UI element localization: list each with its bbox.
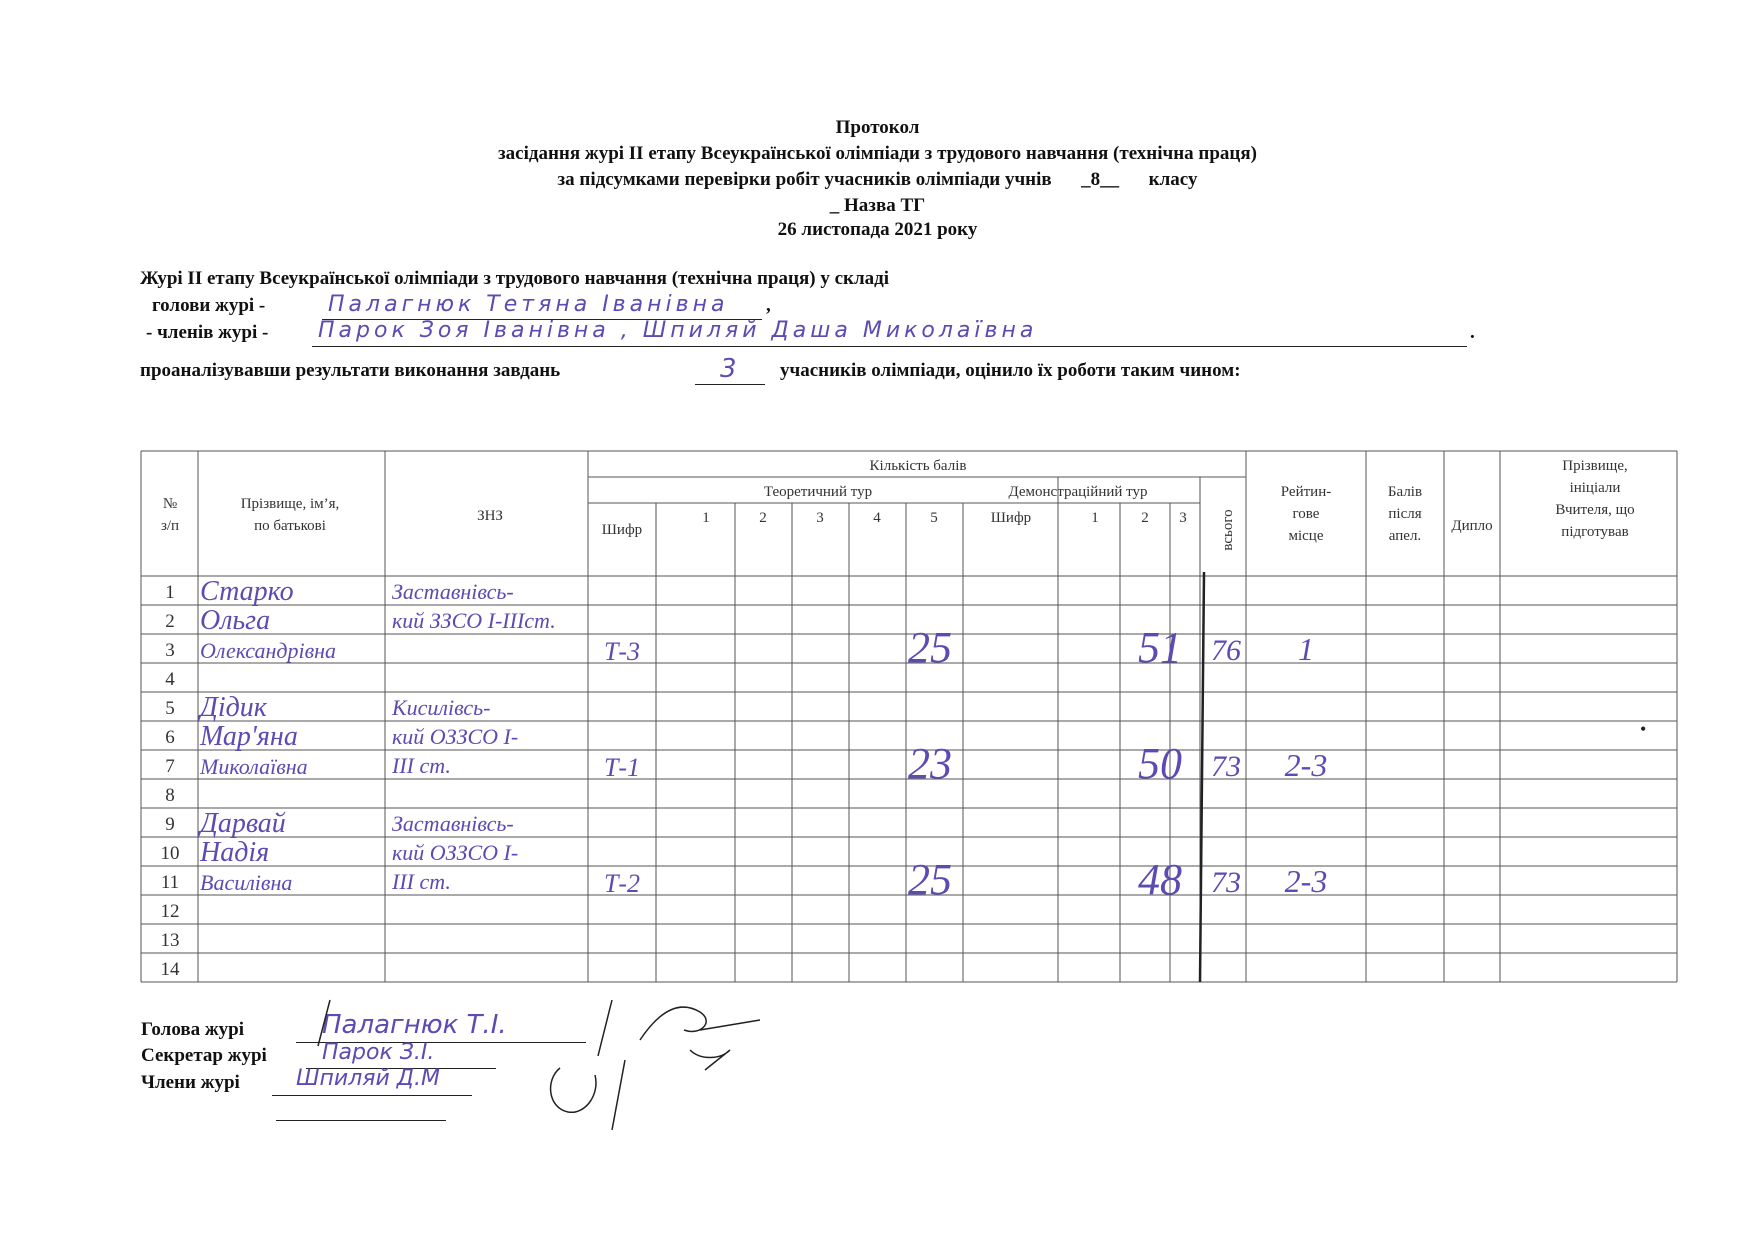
row-number: 2 <box>165 611 175 632</box>
participant-school: ІІІ ст. <box>392 753 451 778</box>
header-teacher-1: Прізвище, <box>1562 458 1628 474</box>
total-score: 73 <box>1211 866 1241 899</box>
row-number: 9 <box>165 814 175 835</box>
participant-cipher: Т-1 <box>603 753 641 782</box>
grade-value: _8__ <box>1081 169 1120 190</box>
header-demo: Демонстраційний тур <box>1008 484 1148 500</box>
jury-members-label: - членів журі - <box>146 322 269 343</box>
header-appeal-1: Балів <box>1387 484 1423 500</box>
row-number: 11 <box>160 872 180 893</box>
theory-score: 25 <box>908 855 952 904</box>
row-number: 8 <box>165 785 175 806</box>
participant-school: кий ОЗЗСО І- <box>392 840 519 865</box>
header-rank-1: Рейтин- <box>1280 484 1332 500</box>
header-theory-4: 4 <box>873 510 881 526</box>
analyzed-prefix: проаналізувавши результати виконання завдань <box>140 360 561 381</box>
signature-stroke-5 <box>551 1068 596 1112</box>
header-diploma: Дипло <box>1451 518 1493 534</box>
theory-score: 25 <box>908 623 952 672</box>
tg-name: _ Назва ТГ <box>829 195 926 216</box>
row-number: 7 <box>165 756 175 777</box>
participant-name: Василівна <box>200 870 293 895</box>
theory-score: 23 <box>908 739 952 788</box>
demo-score: 51 <box>1138 623 1182 672</box>
header-theory-3: 3 <box>816 510 824 526</box>
header-rank-3: місце <box>1288 528 1324 544</box>
header-name-1: Прізвище, ім’я, <box>240 496 340 512</box>
participant-name: Дідик <box>200 692 267 723</box>
participant-cipher: Т-2 <box>603 869 641 898</box>
header-rank-2: гове <box>1292 506 1320 522</box>
row-number: 5 <box>165 698 175 719</box>
dot-mark: • <box>1640 719 1647 739</box>
jury-head-end: , <box>766 295 771 316</box>
protocol-subtitle: засідання журі ІІ етапу Всеукраїнської олімпіади з трудового навчання (технічна праця) <box>498 143 1257 164</box>
participant-name: Олександрівна <box>200 638 337 663</box>
header-num-2: з/п <box>160 518 180 534</box>
sign-members-name: Шпиляй Д.М <box>296 1066 440 1091</box>
row-number: 13 <box>160 930 180 951</box>
signature-stroke-1 <box>318 1000 330 1046</box>
participant-school: кий ОЗЗСО І- <box>392 724 519 749</box>
header-teacher-2: ініціали <box>1569 480 1621 496</box>
participant-school: Кисилівсь- <box>392 695 491 720</box>
total-score: 73 <box>1211 750 1241 783</box>
signature-stroke-3 <box>640 1007 760 1040</box>
row-number: 3 <box>165 640 175 661</box>
demo-score: 48 <box>1138 855 1182 904</box>
header-theory-2: 2 <box>759 510 767 526</box>
sign-head-name: Палагнюк Т.І. <box>322 1010 507 1040</box>
row-number: 6 <box>165 727 175 748</box>
participant-name: Старко <box>200 576 294 607</box>
header-demo-2: 2 <box>1141 510 1149 526</box>
header-total: всього <box>1220 509 1236 551</box>
participant-name: Надія <box>200 837 270 868</box>
participant-name: Дарвай <box>200 808 286 839</box>
jury-head-name: Палагнюк Тетяна Іванівна <box>328 292 729 317</box>
row-number: 12 <box>160 901 180 922</box>
participant-school: Заставнівсь- <box>392 579 514 604</box>
participant-cipher: Т-3 <box>603 637 641 666</box>
participant-name: Миколаївна <box>200 754 308 779</box>
rank-place: 2-3 <box>1284 747 1328 783</box>
row-number: 14 <box>160 959 180 980</box>
header-demo-1: 1 <box>1091 510 1099 526</box>
header-theory-1: 1 <box>702 510 710 526</box>
participant-name: Ольга <box>200 605 271 636</box>
signature-stroke-4 <box>690 1050 730 1070</box>
rank-place: 1 <box>1298 631 1314 667</box>
header-points: Кількість балів <box>869 458 967 474</box>
header-teacher-3: Вчителя, що <box>1555 502 1635 518</box>
participant-school: кий ЗЗСО І-ІІІст. <box>392 608 556 633</box>
header-appeal-3: апел. <box>1388 528 1422 544</box>
participant-name: Мар'яна <box>200 721 298 752</box>
protocol-date: 26 листопада 2021 року <box>777 219 978 240</box>
protocol-title: Протокол <box>835 117 920 138</box>
participant-school: ІІІ ст. <box>392 869 451 894</box>
jury-members-end: . <box>1470 322 1475 343</box>
row-number: 1 <box>165 582 175 603</box>
jury-members-names: Парок Зоя Іванівна , Шпиляй Даша Миколаївна <box>318 318 1038 343</box>
signature-stroke-6 <box>612 1060 625 1130</box>
jury-head-label: голови журі - <box>152 295 266 316</box>
header-teacher-4: підготував <box>1561 524 1629 540</box>
demo-score: 50 <box>1138 739 1182 788</box>
header-appeal-2: після <box>1388 506 1422 522</box>
analyzed-suffix: учасників олімпіади, оцінило їх роботи таким чином: <box>780 360 1241 381</box>
row-number: 10 <box>160 843 180 864</box>
sign-secretary-label: Секретар журі <box>141 1045 267 1066</box>
header-cipher-theory: Шифр <box>601 522 643 538</box>
sign-head-label: Голова журі <box>141 1019 244 1040</box>
header-theory: Теоретичний тур <box>763 484 873 500</box>
line3-suffix: класу <box>1148 169 1198 190</box>
row-number: 4 <box>165 669 175 690</box>
participants-count: 3 <box>720 354 737 384</box>
header-demo-3: 3 <box>1179 510 1187 526</box>
line3-prefix: за підсумками перевірки робіт учасників олімпіади учнів <box>557 169 1052 190</box>
header-school: ЗНЗ <box>477 508 503 524</box>
jury-intro: Журі ІІ етапу Всеукраїнської олімпіади з трудового навчання (технічна праця) у складі <box>140 268 890 289</box>
signature-stroke-2 <box>598 1000 612 1056</box>
header-num-1: № <box>162 496 178 512</box>
total-score: 76 <box>1211 634 1241 667</box>
header-cipher-demo: Шифр <box>990 510 1032 526</box>
sign-secretary-name: Парок З.І. <box>322 1040 435 1065</box>
rank-place: 2-3 <box>1284 863 1328 899</box>
header-name-2: по батькові <box>254 518 326 534</box>
participant-school: Заставнівсь- <box>392 811 514 836</box>
sign-members-label: Члени журі <box>141 1072 240 1093</box>
header-theory-5: 5 <box>930 510 938 526</box>
